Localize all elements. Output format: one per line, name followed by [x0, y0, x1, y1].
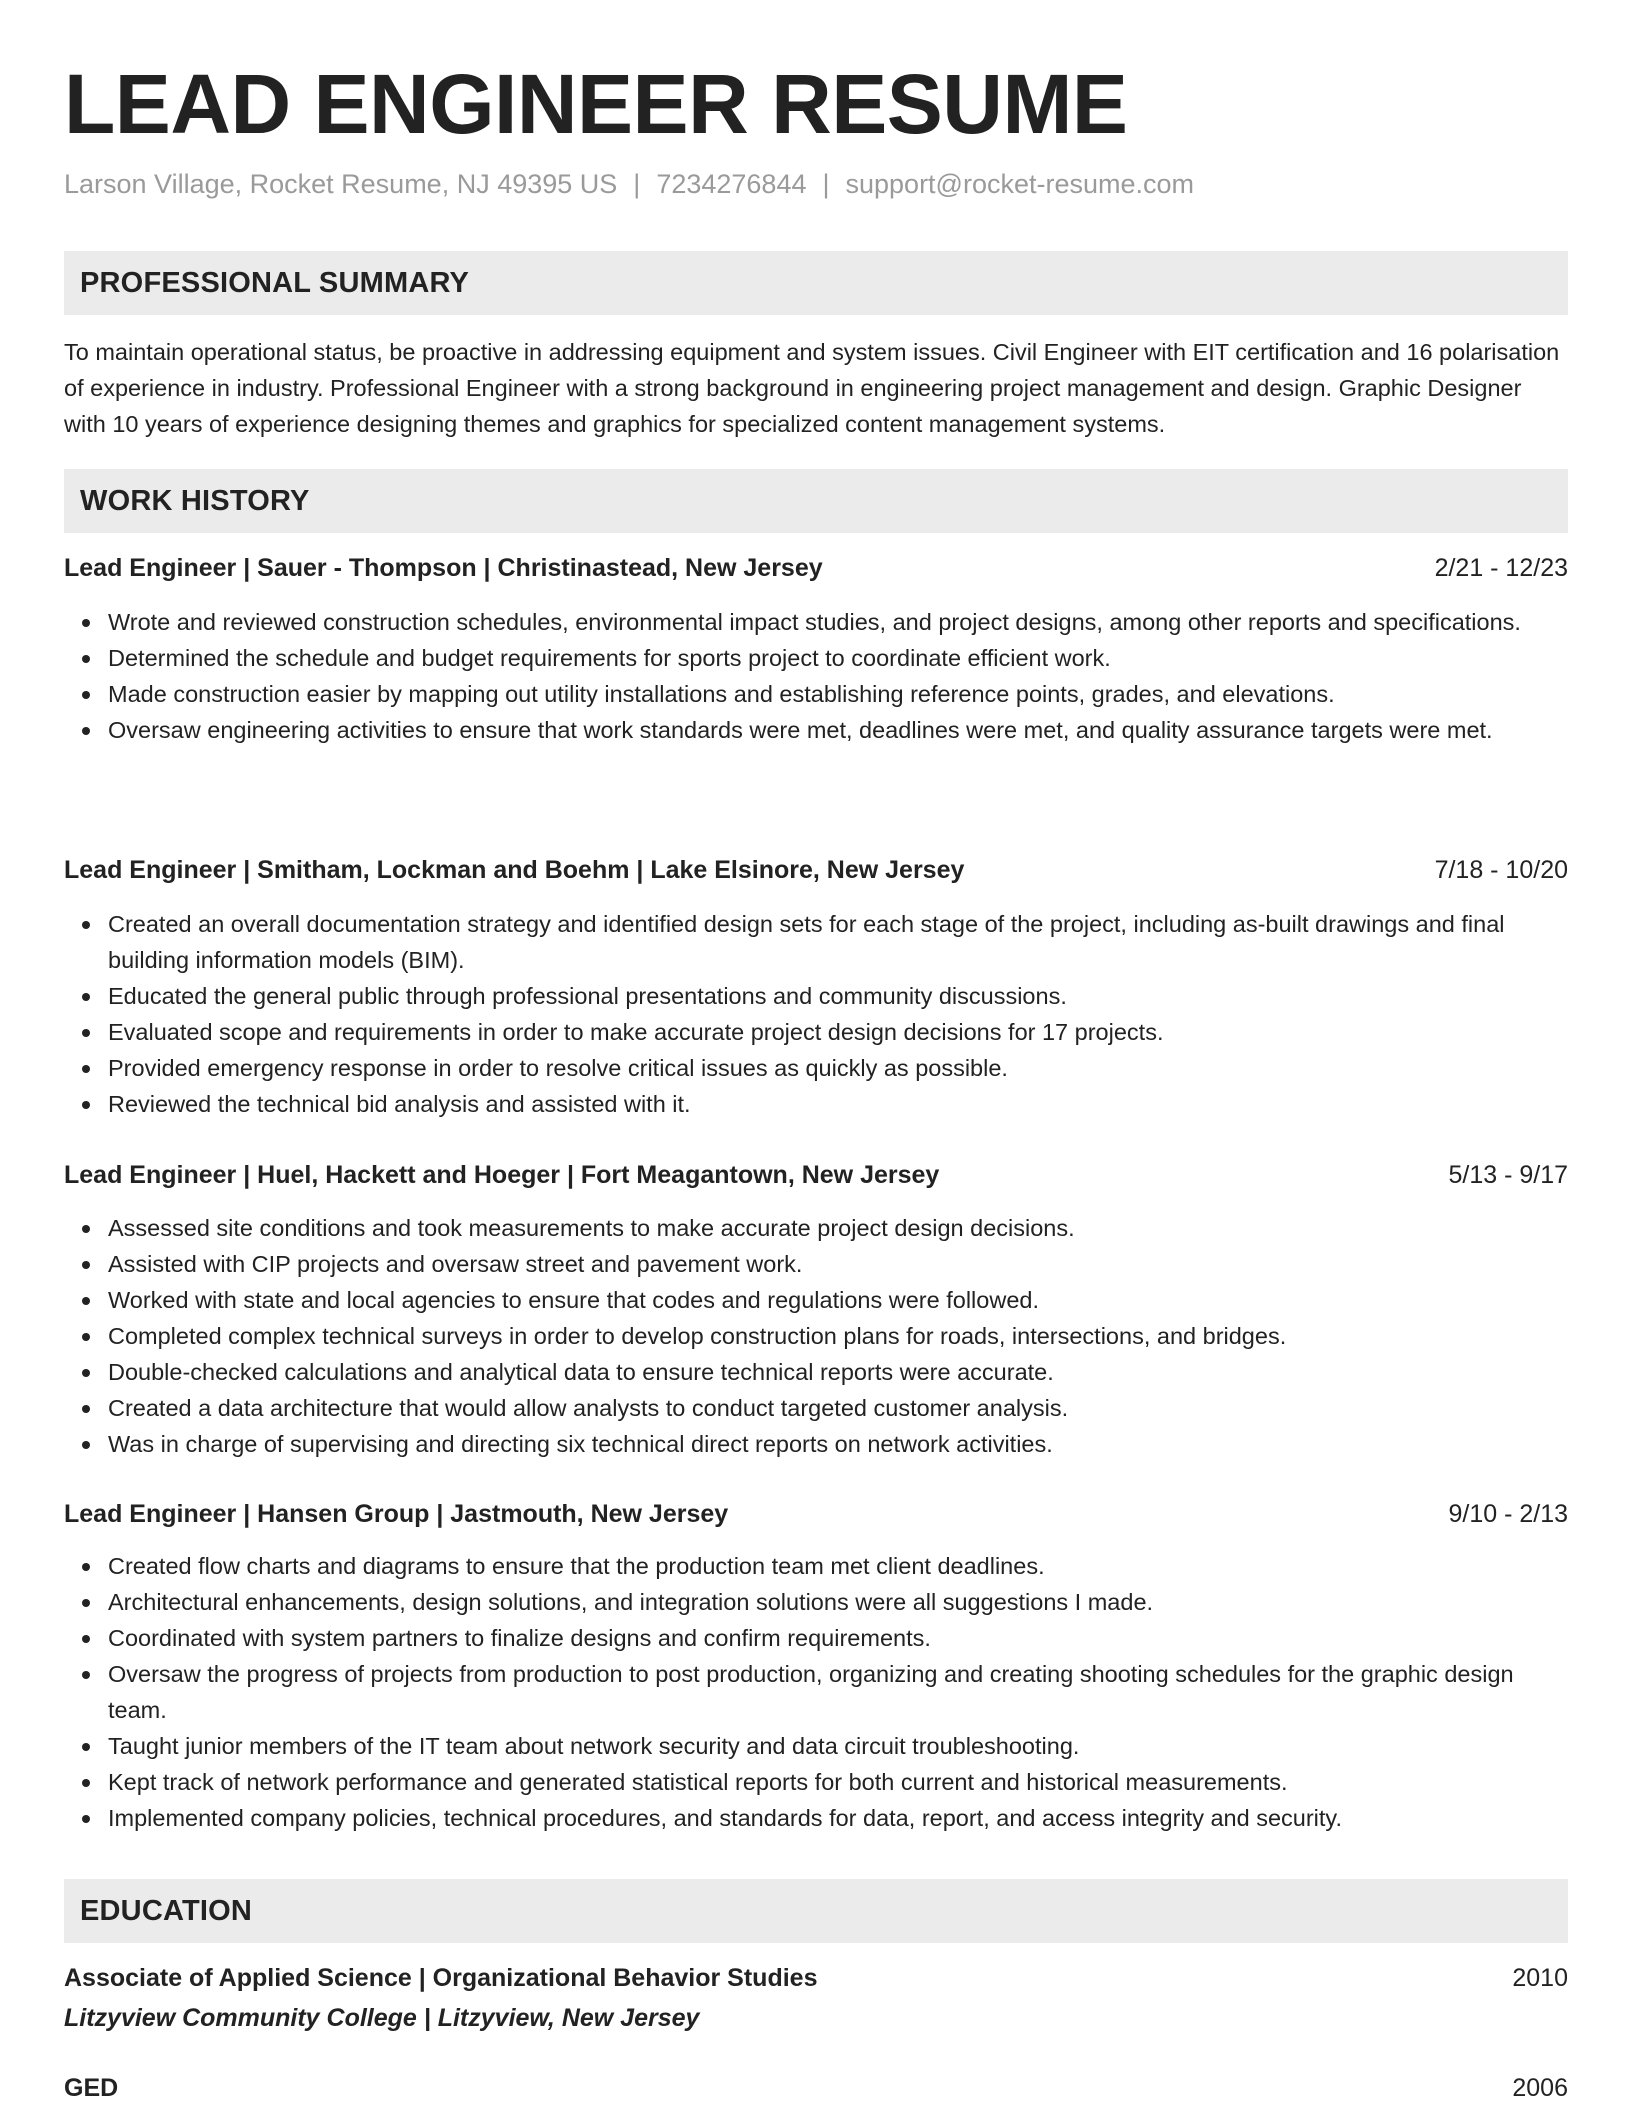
- list-item: Evaluated scope and requirements in order to make accurate project design decisions for 17 projects.: [108, 1014, 1568, 1050]
- job-title-line: Lead Engineer | Hansen Group | Jastmouth, New Jersey: [64, 1500, 729, 1528]
- education-header: [64, 2070, 1568, 2106]
- section-title-summary: PROFESSIONAL SUMMARY: [80, 267, 470, 299]
- list-item: Kept track of network performance and generated statistical reports for both current and historical measurements.: [108, 1764, 1568, 1800]
- list-item: Was in charge of supervising and directing six technical direct reports on network activities.: [108, 1426, 1568, 1462]
- education-year: 2006: [1512, 2074, 1568, 2102]
- list-item: Architectural enhancements, design solutions, and integration solutions were all suggestions I made.: [108, 1584, 1568, 1620]
- contact-separator: |: [633, 169, 641, 199]
- school-line: Litzyview Community College | Litzyview, New Jersey: [64, 2004, 700, 2032]
- list-item: Assessed site conditions and took measurements to make accurate project design decisions.: [108, 1210, 1568, 1246]
- list-item: Worked with state and local agencies to ensure that codes and regulations were followed.: [108, 1282, 1568, 1318]
- education-header: [64, 1960, 1568, 1996]
- job-title-line: Lead Engineer | Sauer - Thompson | Christinastead, New Jersey: [64, 554, 823, 582]
- section-header-education: [64, 1879, 1568, 1943]
- list-item: Oversaw engineering activities to ensure that work standards were met, deadlines were met, and quality assurance targets were met.: [108, 712, 1568, 748]
- job-dates: 5/13 - 9/17: [1448, 1161, 1568, 1189]
- list-item: Implemented company policies, technical procedures, and standards for data, report, and access integrity and security.: [108, 1800, 1568, 1836]
- list-item: Reviewed the technical bid analysis and assisted with it.: [108, 1086, 1568, 1122]
- contact-separator: |: [822, 169, 830, 199]
- job-bullets: [64, 604, 1568, 748]
- contact-address: Larson Village, Rocket Resume, NJ 49395 US: [64, 169, 618, 199]
- list-item: Double-checked calculations and analytical data to ensure technical reports were accurate.: [108, 1354, 1568, 1390]
- job-dates: 2/21 - 12/23: [1434, 554, 1568, 582]
- list-item: Assisted with CIP projects and oversaw street and pavement work.: [108, 1246, 1568, 1282]
- page-title: LEAD ENGINEER RESUME: [64, 57, 1128, 151]
- section-header-summary: [64, 251, 1568, 315]
- degree-line: GED: [64, 2074, 119, 2102]
- degree-line: Associate of Applied Science | Organizational Behavior Studies: [64, 1964, 818, 1992]
- contact-phone: 7234276844: [656, 169, 807, 199]
- job-bullets: [64, 906, 1568, 1122]
- job-title-line: Lead Engineer | Smitham, Lockman and Boehm | Lake Elsinore, New Jersey: [64, 856, 965, 884]
- job-header: [64, 1496, 1568, 1532]
- section-title-education: EDUCATION: [80, 1895, 253, 1927]
- job-dates: 7/18 - 10/20: [1434, 856, 1568, 884]
- list-item: Created an overall documentation strategy and identified design sets for each stage of the project, including as-built drawings and final building information models (BIM).: [108, 906, 1568, 978]
- list-item: Created flow charts and diagrams to ensure that the production team met client deadlines.: [108, 1548, 1568, 1584]
- job-dates: 9/10 - 2/13: [1448, 1500, 1568, 1528]
- education-year: 2010: [1512, 1964, 1568, 1992]
- contact-email: support@rocket-resume.com: [845, 169, 1195, 199]
- job-header: [64, 550, 1568, 586]
- contact-line: [64, 166, 1194, 202]
- list-item: Created a data architecture that would allow analysts to conduct targeted customer analysis.: [108, 1390, 1568, 1426]
- section-title-work-history: WORK HISTORY: [80, 485, 310, 517]
- list-item: Provided emergency response in order to resolve critical issues as quickly as possible.: [108, 1050, 1568, 1086]
- section-header-work-history: [64, 469, 1568, 533]
- list-item: Educated the general public through professional presentations and community discussions.: [108, 978, 1568, 1014]
- job-header: [64, 1157, 1568, 1193]
- job-title-line: Lead Engineer | Huel, Hackett and Hoeger | Fort Meagantown, New Jersey: [64, 1161, 940, 1189]
- job-bullets: [64, 1210, 1568, 1462]
- list-item: Wrote and reviewed construction schedules, environmental impact studies, and project designs, among other reports and specifications.: [108, 604, 1568, 640]
- job-header: [64, 852, 1568, 888]
- list-item: Taught junior members of the IT team about network security and data circuit troubleshooting.: [108, 1728, 1568, 1764]
- list-item: Determined the schedule and budget requirements for sports project to coordinate efficient work.: [108, 640, 1568, 676]
- list-item: Coordinated with system partners to finalize designs and confirm requirements.: [108, 1620, 1568, 1656]
- summary-text: To maintain operational status, be proactive in addressing equipment and system issues. Civil Engineer with EIT certification and 16 polarisation of experience in industry. Professional Engineer with a strong background in engineering project management and design. Graphic Designer with 10 years of experience designing themes and graphics for specialized content management systems.: [64, 339, 1560, 437]
- list-item: Completed complex technical surveys in order to develop construction plans for roads, intersections, and bridges.: [108, 1318, 1568, 1354]
- list-item: Made construction easier by mapping out utility installations and establishing reference points, grades, and elevations.: [108, 676, 1568, 712]
- list-item: Oversaw the progress of projects from production to post production, organizing and creating shooting schedules for the graphic design team.: [108, 1656, 1568, 1728]
- job-bullets: [64, 1548, 1568, 1836]
